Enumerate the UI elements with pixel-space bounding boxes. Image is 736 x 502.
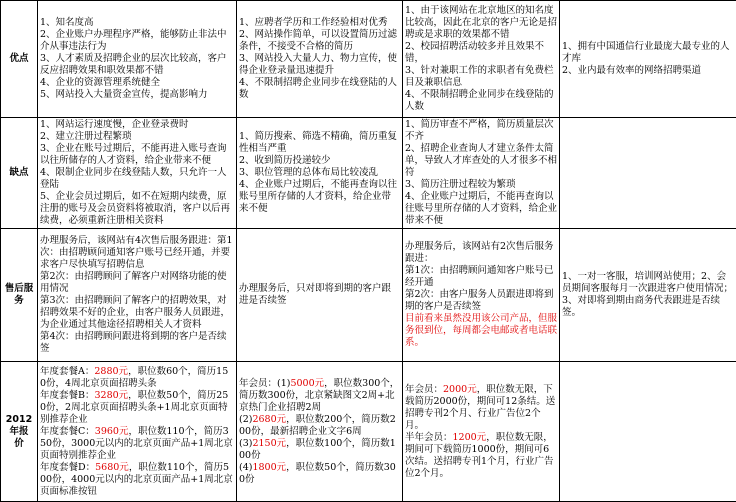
pros-site2-line: 3、网站投入大量人力、物力宣传，使得企业登录量迅速提升 bbox=[239, 53, 400, 77]
service-site1-line: 第3次：由招聘顾问了解客户的招聘效果，对招聘效果不好的企业，由客户服务人员跟进，为企业通过其他途径招聘相关人才资料 bbox=[40, 295, 234, 331]
row-cons bbox=[1, 118, 736, 229]
price-package: (4)1800元，职位数50个，简历数300份 bbox=[239, 462, 400, 486]
row-label-cons: 缺点 bbox=[1, 118, 38, 229]
cons-site3-line: 1、简历审查不严格，简历质量层次不齐 bbox=[405, 119, 557, 143]
price-package: 年度套餐C：3960元，职位数110个，简历350份，3000元以内的北京页面产品+1周北京页面特别推荐企业 bbox=[40, 426, 234, 462]
price-amount: 1800元 bbox=[252, 462, 286, 473]
price-package: 年会员：(1)5000元，职位数300个，简历数300份，北京紧缺图文2周+北京热门企业招聘2周 bbox=[239, 378, 400, 414]
service-site3-line: 第1次：由招聘顾问通知客户账号已经开通 bbox=[405, 265, 557, 289]
service-site2-line: 办理服务后，只对即将到期的客户跟进是否续签 bbox=[239, 283, 400, 307]
cons-site3 bbox=[403, 118, 560, 229]
cons-site2-line: 3、职位管理的总体布局比较凌乱 bbox=[239, 167, 400, 179]
service-site4-line: 1、一对一客服，培训网站使用；2、会员期间客服每月一次跟进客户使用情况；3、对即将到期由商务代表跟进是否续签。 bbox=[562, 271, 734, 319]
pros-site2-line: 1、应聘者学历和工作经验相对优秀 bbox=[239, 17, 400, 29]
price-amount: 5000元 bbox=[290, 378, 324, 389]
price-amount: 2150元 bbox=[252, 438, 286, 449]
row-label-price-line: 价 bbox=[3, 438, 35, 450]
price-site3 bbox=[403, 362, 560, 502]
price-amount: 3280元 bbox=[94, 390, 128, 401]
cons-site2-line: 1、简历搜索、筛选不精确，简历重复性相当严重 bbox=[239, 131, 400, 155]
price-package: (2)2680元，职位数200个，简历数200份，最新招聘企业文字6周 bbox=[239, 414, 400, 438]
row-pros bbox=[1, 1, 736, 118]
price-site1 bbox=[38, 362, 237, 502]
price-amount: 3960元 bbox=[95, 426, 129, 437]
price-package: 半年会员：1200元，职位数无限，期间可下载简历1000份，期间可6次结。送招聘专刊1个月，行业广告位2个月。 bbox=[405, 432, 557, 480]
pros-site3 bbox=[403, 1, 560, 118]
pros-site3-line: 3、针对兼职工作的求职者有免费栏目及兼职信息 bbox=[405, 65, 557, 89]
pros-site4 bbox=[560, 1, 736, 118]
cons-site1-line: 4、限制企业同步在线登陆人数，只允许一人登陆 bbox=[40, 167, 234, 191]
service-site1-line: 第4次：由招聘顾问跟进将到期的客户是否续签 bbox=[40, 331, 234, 355]
price-amount: 2680元 bbox=[252, 414, 286, 425]
price-package: 年会员：2000元，职位数无限，下载简历2000份，期间可12条结。送招聘专刊2个月、行业广告位2个月。 bbox=[405, 384, 557, 432]
service-site1-line: 第2次：由招聘顾问了解客户对网络功能的使用情况 bbox=[40, 271, 234, 295]
cons-site3-line: 4、企业账户过期后，不能再查询以往账号里所存储的人才资料，给企业带来不便 bbox=[405, 191, 557, 227]
price-site2 bbox=[237, 362, 403, 502]
pros-site1-line: 4、企业的资源管理系统健全 bbox=[40, 77, 234, 89]
pros-site2-line: 2、网站操作简单，可以设置简历过滤条件，不接受不合格的简历 bbox=[239, 29, 400, 53]
cons-site1-line: 3、企业在账号过期后，不能再进入账号查询以往所储存的人才资料，给企业带来不便 bbox=[40, 143, 234, 167]
row-label-price bbox=[1, 362, 38, 502]
cons-site1-line: 2、建立注册过程繁琐 bbox=[40, 131, 234, 143]
service-site3-remark: 目前看来虽然没用该公司产品，但服务很到位，每周都会电邮或者电话联系。 bbox=[405, 313, 557, 349]
row-label-service: 售后服务 bbox=[1, 229, 38, 362]
row-price bbox=[1, 362, 736, 502]
pros-site4-line: 2、业内最有效率的网络招聘渠道 bbox=[562, 65, 734, 77]
price-package: 年度套餐B：3280元，职位数50个，简历250份，2周北京页面招聘头条+1周北京页面特别推荐企业 bbox=[40, 390, 234, 426]
price-site4-empty bbox=[560, 362, 736, 502]
service-site1-line: 办理服务后，该网站有4次售后服务跟进：第1次：由招聘顾问通知客户账号已经开通，并要求客户尽快填写招聘信息 bbox=[40, 235, 234, 271]
pros-site1-line: 2、企业账户办理程序严格，能够防止非法中介从事违法行为 bbox=[40, 29, 234, 53]
pros-site1-line: 1、知名度高 bbox=[40, 17, 234, 29]
cons-site2-line: 4、企业账户过期后，不能再查询以往账号里所存储的人才资料，给企业带来不便 bbox=[239, 179, 400, 215]
pros-site3-line: 2、校园招聘活动较多并且效果不错， bbox=[405, 41, 557, 65]
pros-site3-line: 1、由于该网站在北京地区的知名度比较高，因此在北京的客户无论是招聘或是求职的效果都不错 bbox=[405, 5, 557, 41]
cons-site4-empty bbox=[560, 118, 736, 229]
price-amount: 2000元 bbox=[443, 384, 477, 395]
cons-site2 bbox=[237, 118, 403, 229]
row-service bbox=[1, 229, 736, 362]
service-site3-line: 办理服务后，该网站有2次售后服务跟进： bbox=[405, 241, 557, 265]
pros-site1-line: 5、网站投入大量资金宣传，提高影响力 bbox=[40, 89, 234, 101]
service-site2 bbox=[237, 229, 403, 362]
price-package: (3)2150元，职位数100个，简历数100份 bbox=[239, 438, 400, 462]
pros-site2-line: 4、不限制招聘企业同步在线登陆的人数 bbox=[239, 77, 400, 101]
price-amount: 2880元 bbox=[94, 366, 128, 377]
price-amount: 1200元 bbox=[453, 432, 487, 443]
cons-site1 bbox=[38, 118, 237, 229]
cons-site3-line: 2、招聘企业查询人才建立条件太简单，导致人才库查处的人才很多不相符 bbox=[405, 143, 557, 179]
cons-site1-line: 5、企业会员过期后，如不在短期内续费，原注册的账号及会员资料将被取消，客户以后再续费，必须重新注册相关资料 bbox=[40, 191, 234, 227]
pros-site1 bbox=[38, 1, 237, 118]
row-label-price-line: 2012年报 bbox=[3, 414, 35, 438]
pros-site2 bbox=[237, 1, 403, 118]
row-label-pros: 优点 bbox=[1, 1, 38, 118]
price-amount: 5680元 bbox=[95, 462, 129, 473]
pros-site3-line: 4、不限制招聘企业同步在线登陆的人数 bbox=[405, 89, 557, 113]
service-site3-line: 第2次：由客户服务人员跟进即将到期的客户是否续签 bbox=[405, 289, 557, 313]
service-site1 bbox=[38, 229, 237, 362]
cons-site3-line: 3、简历注册过程较为繁琐 bbox=[405, 179, 557, 191]
service-site3 bbox=[403, 229, 560, 362]
cons-site2-line: 2、收到简历投递较少 bbox=[239, 155, 400, 167]
price-package: 年度套餐A：2880元，职位数60个，简历150份，4周北京页面招聘头条 bbox=[40, 366, 234, 390]
pros-site4-line: 1、拥有中国通信行业最庞大最专业的人才库 bbox=[562, 41, 734, 65]
service-site4 bbox=[560, 229, 736, 362]
cons-site1-line: 1、网站运行速度慢，企业登录费时 bbox=[40, 119, 234, 131]
pros-site1-line: 3、人才素质及招聘企业的层次比较高，客户反应招聘效果和职效果都不错 bbox=[40, 53, 234, 77]
price-package: 年度套餐D：5680元，职位数110个，简历500份，4000元以内的北京页面产品+1周北京页面标准按钮 bbox=[40, 462, 234, 498]
